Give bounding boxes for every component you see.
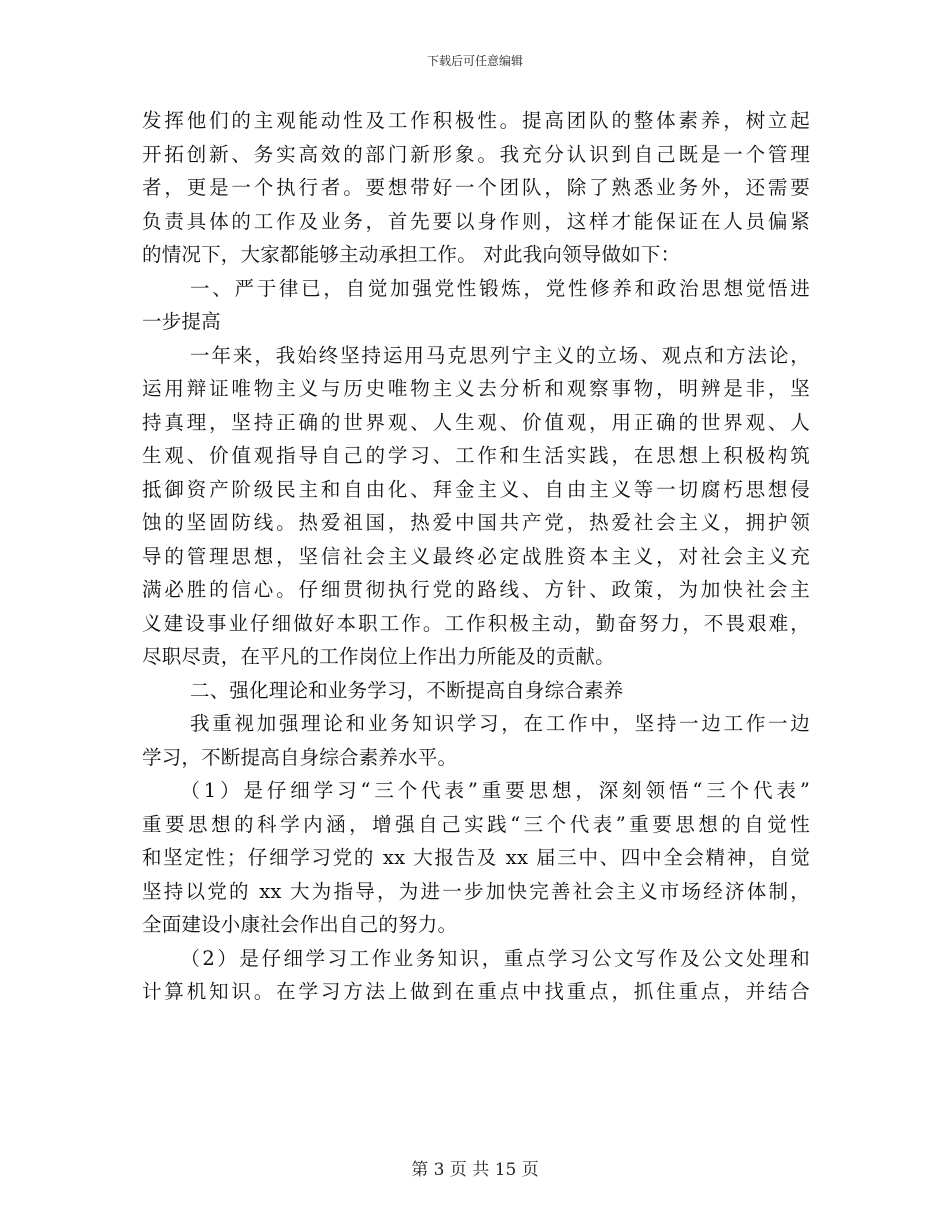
text-line: 满必胜的信心。仔细贯彻执行党的路线、方针、政策，为加快社会主 — [142, 578, 810, 601]
text-line: 计算机知识。在学习方法上做到在重点中找重点，抓住重点，并结合 — [142, 980, 810, 1003]
document-body — [142, 104, 810, 1009]
text-line: 重要思想的科学内涵，增强自己实践“三个代表”重要思想的自觉性 — [142, 812, 810, 836]
text-line: 全面建设小康社会作出自己的努力。 — [142, 913, 458, 936]
text-line: 者，更是一个执行者。要想带好一个团队，除了熟悉业务外，还需要 — [142, 176, 810, 199]
text-line: 和坚定性；仔细学习党的 xx 大报告及 xx 届三中、四中全会精神，自觉 — [142, 846, 810, 869]
text-line: 持真理，坚持正确的世界观、人生观、价值观，用正确的世界观、人 — [142, 410, 810, 434]
page-header: 下载后可任意编辑 — [426, 54, 523, 68]
text-line: 学习，不断提高自身综合素养水平。 — [142, 745, 458, 769]
text-line: 一年来，我始终坚持运用马克思列宁主义的立场、观点和方法论， — [190, 343, 810, 367]
text-line: 一、严于律已，自觉加强党性锻炼，党性修养和政治思想觉悟进 — [190, 276, 810, 300]
text-line: 我重视加强理论和业务知识学习，在工作中，坚持一边工作一边 — [190, 712, 810, 735]
text-line: 开拓创新、务实高效的部门新形象。我充分认识到自己既是一个管理 — [142, 142, 810, 166]
text-line: 导的管理思想，坚信社会主义最终必定战胜资本主义，对社会主义充 — [142, 544, 810, 568]
text-line: 蚀的坚固防线。热爱祖国，热爱中国共产党，热爱社会主义，拥护领 — [142, 511, 810, 534]
text-line: 义建设事业仔细做好本职工作。工作积极主动，勤奋努力，不畏艰难， — [142, 611, 810, 635]
text-line: 发挥他们的主观能动性及工作积极性。提高团队的整体素养，树立起 — [142, 109, 810, 132]
text-line: 抵御资产阶级民主和自由化、拜金主义、自由主义等一切腐朽思想侵 — [142, 477, 810, 501]
text-line: 尽职尽责，在平凡的工作岗位上作出力所能及的贡献。 — [142, 645, 615, 668]
text-line: 二、强化理论和业务学习，不断提高自身综合素养 — [190, 678, 624, 702]
text-line: 运用辩证唯物主义与历史唯物主义去分析和观察事物，明辨是非，坚 — [142, 377, 810, 400]
text-line: 负责具体的工作及业务，首先要以身作则，这样才能保证在人员偏紧 — [142, 209, 810, 233]
text-line: （1）是仔细学习“三个代表”重要思想，深刻领悟“三个代表” — [180, 779, 810, 802]
text-line: 坚持以党的 xx 大为指导，为进一步加快完善社会主义市场经济体制， — [142, 879, 810, 903]
text-line: 生观、价值观指导自己的学习、工作和生活实践，在思想上积极构筑 — [142, 444, 810, 467]
text-line: （2）是仔细学习工作业务知识，重点学习公文写作及公文处理和 — [180, 946, 810, 970]
text-line: 一步提高 — [142, 310, 221, 333]
text-line: 的情况下，大家都能够主动承担工作。 对此我向领导做如下： — [142, 243, 681, 266]
page-footer: 第 3 页 共 15 页 — [411, 1160, 539, 1180]
